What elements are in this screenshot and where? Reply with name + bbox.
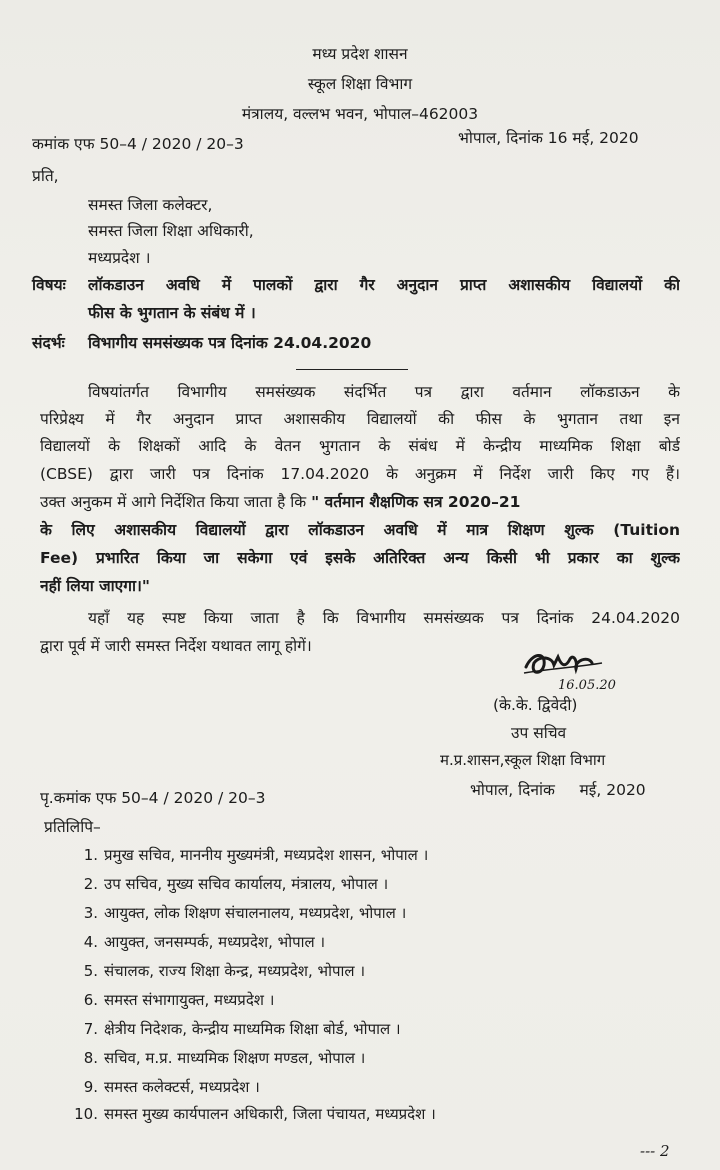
para2-line-1: यहॉं यह स्पष्ट किया जाता है कि विभागीय समसंख्यक पत्र दिनांक 24.04.2020 <box>88 609 680 627</box>
reference-text: विभागीय समसंख्यक पत्र दिनांक 24.04.2020 <box>88 334 372 352</box>
copy-list-item: 10. समस्त मुख्य कार्यपालन अधिकारी, जिला पंचायत, मध्यप्रदेश । <box>74 1105 436 1123</box>
recipient-2: समस्त जिला शिक्षा अधिकारी, <box>88 222 254 240</box>
directive-line-1: के लिए अशासकीय विद्यालयों द्वारा लॉकडाउन अवधि में मात्र शिक्षण शुल्क (Tuition <box>40 521 680 539</box>
divider-rule <box>296 369 408 370</box>
copy-list-item: 4. आयुक्त, जनसम्पर्क, मध्यप्रदेश, भोपाल । <box>83 933 326 951</box>
para2-line-2: द्वारा पूर्व में जारी समस्त निर्देश यथावत लागू होगें। <box>40 637 312 655</box>
body-line-4: (CBSE) द्वारा जारी पत्र दिनांक 17.04.2020 के अनुक्रम में निर्देश जारी किए गए हैं। <box>40 465 680 483</box>
copy-list-item: 2. उप सचिव, मुख्य सचिव कार्यालय, मंत्रालय, भोपाल । <box>83 875 389 893</box>
header-govt: मध्य प्रदेश शासन <box>312 45 408 63</box>
page-number: --- 2 <box>640 1142 670 1160</box>
body-line-1: विषयांतर्गत विभागीय समसंख्यक संदर्भित पत्र द्वारा वर्तमान लॉकडाऊन के <box>88 383 680 401</box>
body-line-2: परिप्रेक्ष्य में गैर अनुदान प्राप्त अशासकीय विद्यालयों की फीस के भुगतान तथा इन <box>40 410 680 428</box>
body-line-5-normal: उक्त अनुकम में आगे निर्देशित किया जाता है कि <box>40 493 307 511</box>
body-line-5-bold: " वर्तमान शैक्षणिक सत्र 2020–21 <box>311 493 521 511</box>
signatory-department: म.प्र.शासन,स्कूल शिक्षा विभाग <box>440 751 606 769</box>
copy-list-item: 1. प्रमुख सचिव, माननीय मुख्यमंत्री, मध्यप्रदेश शासन, भोपाल । <box>83 846 429 864</box>
signature-date: 16.05.20 <box>558 678 616 693</box>
copy-list-item: 7. क्षेत्रीय निदेशक, केन्द्रीय माध्यमिक शिक्षा बोर्ड, भोपाल । <box>83 1020 401 1038</box>
prati-label: प्रति, <box>32 167 59 185</box>
subject-line-1: लॉकडाउन अवधि में पालकों द्वारा गैर अनुदान प्राप्त अशासकीय विद्यालयों की <box>88 276 680 294</box>
signatory-designation: उप सचिव <box>511 724 567 742</box>
endorsement-reference: पृ.कमांक एफ 50–4 / 2020 / 20–3 <box>40 789 266 807</box>
copy-list-item: 8. सचिव, म.प्र. माध्यमिक शिक्षण मण्डल, भोपाल । <box>83 1049 366 1067</box>
recipient-3: मध्यप्रदेश । <box>88 249 151 267</box>
directive-line-2: Fee) प्रभारित किया जा सकेगा एवं इसके अतिरिक्त अन्य किसी भी प्रकार का शुल्क <box>40 549 680 567</box>
copy-label: प्रतिलिपि– <box>44 818 101 836</box>
issue-date: भोपाल, दिनांक 16 मई, 2020 <box>458 129 639 147</box>
directive-line-3: नहीं लिया जाएगा।" <box>40 577 150 595</box>
reference-label: संदर्भः <box>32 334 65 352</box>
reference-number: कमांक एफ 50–4 / 2020 / 20–3 <box>32 135 244 153</box>
header-address: मंत्रालय, वल्लभ भवन, भोपाल–462003 <box>241 105 479 123</box>
copy-list-item: 5. संचालक, राज्य शिक्षा केन्द्र, मध्यप्रदेश, भोपाल । <box>83 962 365 980</box>
recipient-1: समस्त जिला कलेक्टर, <box>88 196 213 214</box>
subject-label: विषयः <box>32 276 66 294</box>
endorsement-date: भोपाल, दिनांक मई, 2020 <box>470 781 646 799</box>
copy-list-item: 9. समस्त कलेक्टर्स, मध्यप्रदेश । <box>83 1078 260 1096</box>
header-department: स्कूल शिक्षा विभाग <box>307 75 413 93</box>
copy-list-item: 3. आयुक्त, लोक शिक्षण संचालनालय, मध्यप्रदेश, भोपाल । <box>83 904 407 922</box>
body-line-5 <box>40 489 680 516</box>
signatory-name: (के.के. द्विवेदी) <box>493 696 578 714</box>
signature-scribble <box>518 645 628 695</box>
copy-list-item: 6. समस्त संभागायुक्त, मध्यप्रदेश । <box>83 991 275 1009</box>
subject-line-2: फीस के भुगतान के संबंध में । <box>88 304 256 322</box>
body-line-3: विद्यालयों के शिक्षकों आदि के वेतन भुगतान के संबंध में केन्द्रीय माध्यमिक शिक्षा बोर्ड <box>40 437 680 455</box>
